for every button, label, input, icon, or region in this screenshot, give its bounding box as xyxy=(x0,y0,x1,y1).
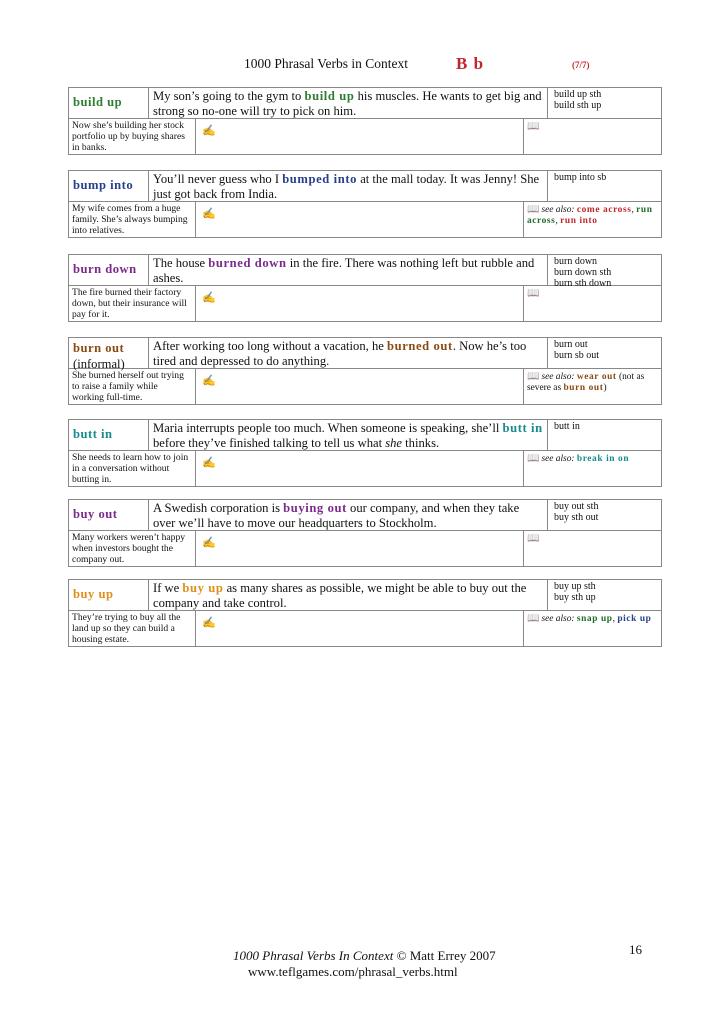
additional-example: She needs to learn how to join in a conversation without butting in. xyxy=(69,451,196,486)
reference-cell: 📖 see also: break in on xyxy=(523,451,663,486)
pencil-icon: ✍ xyxy=(202,292,216,304)
book-icon: 📖 xyxy=(527,613,540,624)
notes-area[interactable] xyxy=(196,531,523,566)
phrasal-verb: bump into xyxy=(73,178,134,192)
additional-example: My wife comes from a huge family. She’s always bumping into relatives. xyxy=(69,202,196,237)
phrasal-verb: burn out xyxy=(73,341,125,355)
entry-buy-out xyxy=(68,499,662,567)
page-number: 16 xyxy=(629,942,642,957)
book-icon: 📖 xyxy=(527,533,540,544)
reference-cell xyxy=(523,286,663,321)
book-icon: 📖 xyxy=(527,371,540,382)
footer-url[interactable]: www.teflgames.com/phrasal_verbs.html xyxy=(248,964,458,979)
pencil-icon: ✍ xyxy=(202,617,216,629)
reference-cell: 📖 see also: snap up, pick up xyxy=(523,611,663,646)
entry-buy-up xyxy=(68,579,662,647)
phrasal-verb: butt in xyxy=(73,427,113,441)
notes-area[interactable] xyxy=(196,611,523,646)
notes-area[interactable] xyxy=(196,119,523,154)
see-also-link[interactable]: snap up xyxy=(576,614,613,624)
verb-forms: butt in xyxy=(547,420,663,450)
phrasal-verb: buy up xyxy=(73,587,114,601)
verb-forms: buy up sth buy sth up xyxy=(547,580,663,610)
reference-cell xyxy=(523,119,663,154)
page-title: 1000 Phrasal Verbs in Context xyxy=(244,56,408,71)
notes-area[interactable] xyxy=(196,202,523,237)
verb-forms: bump into sb xyxy=(547,171,663,201)
example-sentence: A Swedish corporation is buying out our company, and when they take over we’ll have to move our headquarters to Stockholm. xyxy=(153,501,520,530)
example-sentence: After working too long without a vacation, he burned out. Now he’s too tired and depressed to do anything. xyxy=(153,339,527,368)
phrasal-verb: burn down xyxy=(73,262,137,276)
example-sentence: My son’s going to the gym to build up his muscles. He wants to get big and strong so no-one will try to pick on him. xyxy=(153,89,542,118)
notes-area[interactable] xyxy=(196,286,523,321)
book-icon: 📖 xyxy=(527,204,540,215)
pencil-icon: ✍ xyxy=(202,375,216,387)
register-label: (informal) xyxy=(73,357,125,371)
example-sentence: You’ll never guess who I bumped into at the mall today. It was Jenny! She just got back from India. xyxy=(153,172,540,201)
book-icon: 📖 xyxy=(527,288,540,299)
verb-forms: build up sth build sth up xyxy=(547,88,663,118)
entry-butt-in xyxy=(68,419,662,487)
section-letter: B b xyxy=(456,54,485,73)
see-also-link[interactable]: burn out xyxy=(563,383,604,393)
entry-burn-down xyxy=(68,254,662,322)
example-sentence: If we buy up as many shares as possible, we might be able to buy out the company and take control. xyxy=(153,581,527,610)
see-also-link[interactable]: run into xyxy=(560,216,598,226)
section-page-fraction: (7/7) xyxy=(572,60,590,70)
reference-cell xyxy=(523,531,663,566)
see-also-link[interactable]: come across xyxy=(576,205,632,215)
additional-example: She burned herself out trying to raise a family while working full-time. xyxy=(69,369,196,404)
footer-credit: 1000 Phrasal Verbs In Context © Matt Errey 2007 xyxy=(233,948,496,963)
reference-cell: 📖 see also: wear out (not as severe as burn out) xyxy=(523,369,663,404)
verb-forms: burn out burn sb out xyxy=(547,338,663,368)
page-header xyxy=(0,54,728,76)
additional-example: Now she’s building her stock portfolio up by buying shares in banks. xyxy=(69,119,196,154)
pencil-icon: ✍ xyxy=(202,537,216,549)
additional-example: They’re trying to buy all the land up so they can build a housing estate. xyxy=(69,611,196,646)
example-sentence: The house burned down in the fire. There was nothing left but rubble and ashes. xyxy=(153,256,535,285)
book-icon: 📖 xyxy=(527,453,540,464)
see-also-link[interactable]: wear out xyxy=(576,372,617,382)
notes-area[interactable] xyxy=(196,369,523,404)
phrasal-verb: buy out xyxy=(73,507,118,521)
entry-bump-into xyxy=(68,170,662,238)
pencil-icon: ✍ xyxy=(202,208,216,220)
book-icon: 📖 xyxy=(527,121,540,132)
pencil-icon: ✍ xyxy=(202,125,216,137)
see-also-link[interactable]: break in on xyxy=(576,454,630,464)
pencil-icon: ✍ xyxy=(202,457,216,469)
verb-forms: burn down burn down sth burn sth down xyxy=(547,255,663,285)
additional-example: Many workers weren’t happy when investors bought the company out. xyxy=(69,531,196,566)
reference-cell: 📖 see also: come across, run across, run into xyxy=(523,202,663,237)
see-also-link[interactable]: run across xyxy=(527,205,653,226)
see-also-link[interactable]: pick up xyxy=(617,614,652,624)
example-sentence: Maria interrupts people too much. When someone is speaking, she’ll butt in before they’ve finished talking to tell us what she thinks. xyxy=(153,421,543,450)
entry-burn-out xyxy=(68,337,662,405)
verb-forms: buy out sth buy sth out xyxy=(547,500,663,530)
additional-example: The fire burned their factory down, but their insurance will pay for it. xyxy=(69,286,196,321)
entry-build-up xyxy=(68,87,662,155)
notes-area[interactable] xyxy=(196,451,523,486)
phrasal-verb: build up xyxy=(73,95,123,109)
